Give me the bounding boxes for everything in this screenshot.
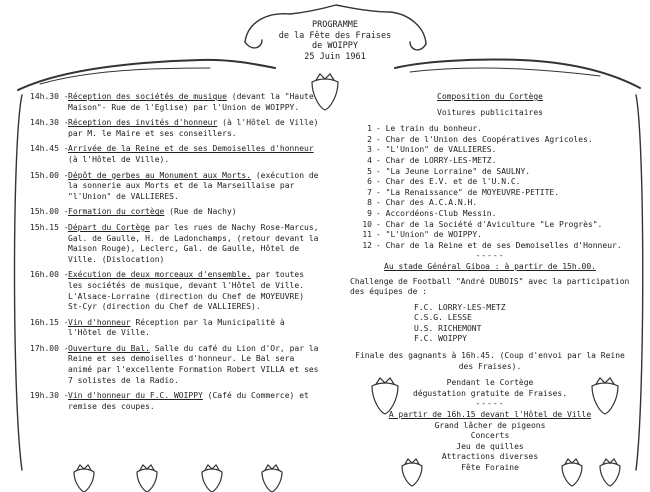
tasting-note: Pendant le Cortège dégustation gratuite de Fraises. bbox=[412, 378, 568, 398]
entry-time: 19h.30 - bbox=[30, 391, 69, 401]
schedule-entry bbox=[30, 92, 320, 113]
football-challenge: Challenge de Football "André DUBOIS" avec la participation des équipes de : bbox=[350, 276, 630, 297]
entry-time: 15h.15 - bbox=[30, 222, 69, 232]
entry-detail: (exécution de la sonnerie aux Morts et de la Marseillaise par "l'Union" de VALLIERES. bbox=[68, 170, 319, 201]
strawberry-icon bbox=[74, 465, 94, 492]
schedule-entry bbox=[30, 144, 320, 165]
header-line: de WOIPPY bbox=[311, 41, 359, 51]
schedule-entry bbox=[30, 318, 320, 339]
schedule-entry bbox=[30, 344, 320, 386]
entry-time: 14h.45 - bbox=[30, 144, 69, 154]
schedule-entry bbox=[30, 223, 320, 265]
cortege-list bbox=[350, 124, 630, 251]
entry-time: 14h.30 - bbox=[30, 118, 69, 128]
football-final: Finale des gagnants à 16h.45. (Coup d'envoi par la Reine des Fraises). bbox=[355, 351, 625, 371]
entry-detail: (Rue de Nachy) bbox=[164, 207, 237, 217]
entry-time: 17h.00 - bbox=[30, 343, 69, 353]
list-item: 8 - Char des A.C.A.N.H. bbox=[367, 198, 478, 208]
entry-detail: (à l'Hôtel de Ville). bbox=[68, 154, 170, 164]
entry-title: Exécution de deux morceaux d'ensemble. bbox=[68, 270, 252, 280]
left-swoosh-ornament bbox=[18, 60, 275, 90]
list-item: Jeu de quilles bbox=[456, 441, 524, 451]
entry-title: Arrivée de la Reine et de ses Demoiselles d'honneur bbox=[68, 144, 314, 154]
entry-time: 15h.00 - bbox=[30, 170, 69, 180]
entry-time: 14h.30 - bbox=[30, 92, 69, 101]
entry-time: 15h.00 - bbox=[30, 207, 69, 217]
schedule-entry bbox=[30, 171, 320, 203]
football-heading: Au stade Général Giboa : à partir de 15h.00. bbox=[384, 261, 596, 271]
list-item: 4 - Char de LORRY-LES-METZ. bbox=[367, 155, 497, 165]
entry-detail: par les rues de Nachy Rose-Marcus, Gal. de Gaulle, H. de Ladonchamps, (retour devant la Maison Rouge), Leclerc, Gal. de Gaulle, Hôtel de Ville. (Dislocation) bbox=[68, 222, 319, 264]
schedule-entry bbox=[30, 391, 320, 412]
list-item: 1 - Le train du bonheur. bbox=[367, 124, 482, 134]
strawberry-icon bbox=[137, 465, 157, 492]
entry-title: Départ du Cortège bbox=[68, 222, 150, 232]
list-item: Concerts bbox=[470, 431, 510, 441]
entry-time: 16h.15 - bbox=[30, 317, 69, 327]
entry-title: Vin d'honneur bbox=[68, 317, 131, 327]
team-list bbox=[414, 303, 630, 345]
entry-detail: par toutes les sociétés de musique, devant l'Hôtel de Ville. L'Alsace-Lorraine (direction du Chef de MOYEUVRE) St-Cyr (direction du Chef de VALLIERES). bbox=[68, 270, 305, 312]
cortege-heading: Composition du Cortège bbox=[437, 92, 543, 101]
evening-list bbox=[350, 421, 630, 474]
schedule-entry bbox=[30, 270, 320, 312]
list-item: Grand lâcher de pigeons bbox=[434, 420, 546, 430]
schedule-column bbox=[30, 92, 320, 417]
cortege-subheading: Voitures publicitaires bbox=[437, 107, 543, 117]
list-item: 5 - "La Jeune Lorraine" de SAULNY. bbox=[367, 166, 531, 176]
schedule-entry bbox=[30, 118, 320, 139]
header-line: de la Fête des Fraises bbox=[278, 30, 392, 41]
team-item: F.C. WOIPPY bbox=[414, 334, 467, 344]
entry-title: Vin d'honneur du F.C. WOIPPY bbox=[68, 391, 203, 401]
header-line: PROGRAMME bbox=[311, 20, 359, 30]
list-item: 9 - Accordéons-Club Messin. bbox=[367, 208, 497, 218]
programme-header bbox=[265, 20, 405, 62]
entry-title: Dépôt de gerbes au Monument aux Morts. bbox=[68, 170, 252, 180]
schedule-entry bbox=[30, 207, 320, 218]
evening-heading: A partir de 16h.15 devant l'Hôtel de Ville bbox=[388, 410, 592, 420]
strawberry-icon bbox=[262, 465, 282, 492]
team-item: C.S.G. LESSE bbox=[414, 313, 472, 323]
list-item: 7 - "La Renaissance" de MOYEUVRE-PETITE. bbox=[367, 187, 560, 197]
entry-time: 16h.00 - bbox=[30, 270, 69, 280]
list-item: 11 - "L'Union" de WOIPPY. bbox=[362, 230, 482, 240]
list-item: 2 - Char de l'Union des Coopératives Agricoles. bbox=[367, 134, 593, 144]
entry-title: Réception des invités d'honneur bbox=[68, 118, 218, 128]
list-item: 3 - "L'Union" de VALLIERES. bbox=[367, 145, 497, 155]
entry-title: Ouverture du Bal. bbox=[68, 343, 150, 353]
list-item: Attractions diverses bbox=[441, 452, 539, 462]
entry-detail: (à l'Hôtel de Ville) par M. le Maire et ses conseillers. bbox=[68, 118, 319, 138]
cortege-column bbox=[350, 92, 630, 474]
team-item: U.S. RICHEMONT bbox=[414, 323, 482, 333]
header-line: 25 Juin 1961 bbox=[304, 51, 366, 62]
entry-title: Réception des sociétés de musique bbox=[68, 92, 227, 101]
entry-detail: Salle du café du Lion d'Or, par la Reine et ses demoiselles d'honneur. Le Bal sera animé par l'excellente Formation Robert VILLA et ses 7 solistes de la Radio. bbox=[68, 343, 319, 385]
list-item: 12 - Char de la Reine et de ses Demoiselles d'Honneur. bbox=[362, 240, 622, 250]
entry-title: Formation du cortège bbox=[68, 207, 165, 217]
entry-detail: (devant la "Haute Maison"- Rue de l'Eglise) par l'Union de WOIPPY. bbox=[68, 92, 314, 112]
entry-detail: (Café du Commerce) et remise des coupes. bbox=[68, 391, 309, 411]
separator: ----- bbox=[475, 399, 505, 409]
team-item: F.C. LORRY-LES-METZ bbox=[414, 302, 506, 312]
list-item: 6 - Char des E.V. et de l'U.N.C. bbox=[367, 177, 521, 187]
right-swoosh-ornament bbox=[395, 59, 640, 88]
list-item: Fête Foraine bbox=[461, 463, 519, 472]
list-item: 10 - Char de la Société d'Aviculture "Le Progrès". bbox=[362, 219, 603, 229]
strawberry-icon bbox=[202, 465, 222, 492]
separator: ----- bbox=[475, 251, 505, 261]
entry-detail: Réception par la Municipalité à l'Hôtel de Ville. bbox=[68, 317, 285, 338]
